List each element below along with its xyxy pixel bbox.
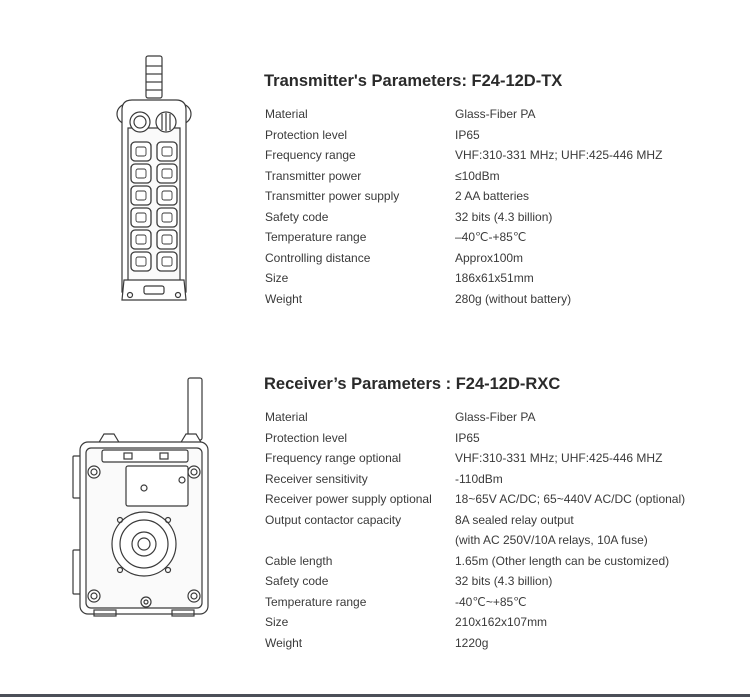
spec-label: Protection level: [265, 430, 348, 445]
spec-row: [265, 107, 735, 128]
spec-value: ≤10dBm: [455, 168, 500, 183]
spec-label: Material: [265, 107, 308, 121]
spec-label: Size: [265, 271, 289, 285]
spec-value: 210x162x107mm: [455, 615, 548, 629]
spec-row: [265, 128, 735, 149]
spec-label: Transmitter power: [265, 168, 362, 183]
spec-value: (with AC 250V/10A relays, 10A fuse): [455, 533, 648, 547]
spec-row: [265, 574, 735, 595]
spec-row: [265, 636, 735, 657]
spec-label: Frequency range: [265, 148, 356, 162]
spec-row: [265, 615, 735, 636]
spec-label: Receiver power supply optional: [265, 492, 432, 506]
spec-label: Temperature range: [265, 594, 367, 609]
spec-value: Glass-Fiber PA: [455, 107, 536, 121]
spec-row: [265, 292, 735, 313]
spec-label: Size: [265, 615, 289, 629]
spec-value: IP65: [455, 127, 480, 142]
spec-value: 8A sealed relay output: [455, 512, 574, 527]
spec-value: 280g (without battery): [455, 291, 572, 306]
spec-value: Glass-Fiber PA: [455, 410, 536, 424]
receiver-specs: [265, 410, 735, 656]
spec-row: [265, 513, 735, 534]
spec-label: Protection level: [265, 127, 348, 142]
spec-value: 32 bits (4.3 billion): [455, 209, 553, 224]
spec-label: Temperature range: [265, 230, 367, 244]
spec-value: -110dBm: [455, 471, 503, 486]
spec-label: Frequency range optional: [265, 451, 402, 465]
spec-row: [265, 533, 735, 554]
spec-row: [265, 251, 735, 272]
spec-row: [265, 410, 735, 431]
spec-label: Safety code: [265, 574, 329, 588]
spec-value: -40℃~+85℃: [455, 594, 527, 609]
spec-value: VHF:310-331 MHz; UHF:425-446 MHZ: [455, 451, 663, 465]
spec-row: [265, 169, 735, 190]
spec-label: Receiver sensitivity: [265, 471, 368, 486]
spec-label: Cable length: [265, 553, 333, 568]
spec-row: [265, 554, 735, 575]
spec-label: Transmitter power supply: [265, 189, 400, 203]
spec-value: IP65: [455, 430, 480, 445]
spec-row: [265, 595, 735, 616]
spec-row: [265, 492, 735, 513]
spec-row: [265, 210, 735, 231]
spec-label: Weight: [265, 291, 303, 306]
spec-value: 186x61x51mm: [455, 271, 534, 285]
spec-row: [265, 148, 735, 169]
transmitter-title: Transmitter's Parameters: F24-12D-TX: [264, 72, 563, 90]
transmitter-illustration: [100, 52, 210, 308]
spec-value: VHF:310-331 MHz; UHF:425-446 MHZ: [455, 148, 663, 162]
spec-label: Material: [265, 410, 308, 424]
spec-value: 32 bits (4.3 billion): [455, 574, 553, 588]
transmitter-specs: [265, 107, 735, 312]
spec-value: Approx100m: [455, 250, 524, 265]
spec-row: [265, 271, 735, 292]
spec-row: [265, 472, 735, 493]
spec-label: Controlling distance: [265, 250, 371, 265]
receiver-title: Receiver’s Parameters : F24-12D-RXC: [264, 375, 561, 393]
spec-value: 2 AA batteries: [455, 189, 530, 203]
spec-value: 1.65m (Other length can be customized): [455, 553, 670, 568]
spec-label: Weight: [265, 635, 303, 650]
spec-label: Output contactor capacity: [265, 512, 402, 527]
spec-row: [265, 431, 735, 452]
spec-row: [265, 451, 735, 472]
spec-row: [265, 189, 735, 210]
spec-value: 1220g: [455, 635, 489, 650]
spec-row: [265, 230, 735, 251]
spec-label: Safety code: [265, 209, 329, 224]
spec-value: –40℃-+85℃: [455, 230, 527, 244]
spec-value: 18~65V AC/DC; 65~440V AC/DC (optional): [455, 492, 686, 506]
receiver-illustration: [68, 374, 216, 620]
